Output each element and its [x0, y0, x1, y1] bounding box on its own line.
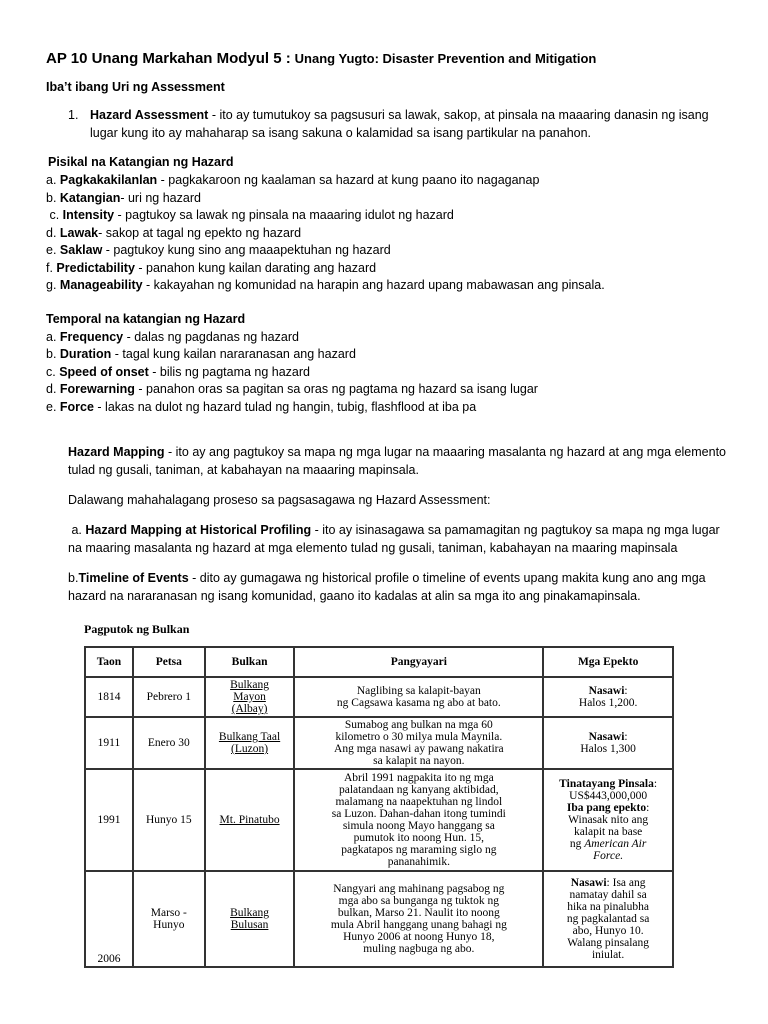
figure-title: Pagputok ng Bulkan [84, 622, 190, 636]
volcano-table-figure [84, 616, 676, 965]
hazard-mapping-line2: tulad ng gusali, taniman, at kabahayan na maaaring mapinsala. [68, 463, 419, 477]
cell-taon: 1991 [85, 769, 133, 871]
process-a-line1: a. Hazard Mapping at Historical Profiling - ito ay isinasagawa sa pamamagitan ng pagtukoy sa mapa ng mga lugar [68, 523, 720, 537]
cell-bulkan: Bulkang Bulusan [205, 871, 295, 967]
table-row [85, 871, 673, 967]
item1-number: 1. [68, 108, 79, 122]
two-process-intro: Dalawang mahahalagang proseso sa pagsasagawa ng Hazard Assessment: [68, 493, 491, 507]
cell-petsa: Hunyo 15 [133, 769, 205, 871]
physical-item: e. Saklaw - pagtukoy kung sino ang maaapektuhan ng hazard [46, 243, 391, 257]
hazard-assessment-line1 [90, 108, 709, 122]
table-row [85, 717, 673, 769]
physical-item: c. Intensity - pagtukoy sa lawak ng pinsala na maaaring idulot ng hazard [46, 208, 454, 222]
temporal-item: b. Duration - tagal kung kailan nararanasan ang hazard [46, 347, 356, 361]
physical-item: f. Predictability - panahon kung kailan darating ang hazard [46, 260, 377, 275]
physical-heading: Pisikal na Katangian ng Hazard [48, 155, 234, 169]
header-taon: Taon [85, 647, 133, 677]
cell-epekto: Nasawi: Isa ang namatay dahil sa hika na pinalubha ng pagkalantad sa abo, Hunyo 10. Walang pinsalang iniulat. [543, 871, 673, 967]
temporal-item: e. Force - lakas na dulot ng hazard tulad ng hangin, tubig, flashflood at iba pa [46, 399, 477, 414]
process-b-term: Timeline of Events [78, 571, 189, 585]
physical-item: b. Katangian- uri ng hazard [46, 190, 201, 205]
temporal-heading: Temporal na katangian ng Hazard [46, 312, 246, 326]
temporal-item: a. Frequency - dalas ng pagdanas ng hazard [46, 329, 299, 344]
cell-bulkan: Bulkang Mayon (Albay) [205, 677, 295, 717]
process-b-line2: hazard na nararanasan ng isang komunidad, gaano ito kadalas at alin sa mga ito ang pinakamapinsala. [68, 589, 641, 603]
cell-petsa: Enero 30 [133, 717, 205, 769]
cell-taon: 1911 [85, 717, 133, 769]
header-petsa: Petsa [133, 647, 205, 677]
section-heading: Iba’t ibang Uri ng Assessment [46, 80, 225, 94]
hazard-assessment-def1: - ito ay tumutukoy sa pagsusuri sa lawak, sakop, at pinsala na maaaring danasin ng isang [208, 108, 709, 122]
cell-pangyayari: Sumabog ang bulkan na mga 60 kilometro o 30 milya mula Maynila. Ang mga nasawi ay pawang nakatira sa kalapit na nayon. [294, 717, 543, 769]
temporal-item: c. Speed of onset - bilis ng pagtama ng hazard [46, 364, 311, 379]
hazard-assessment-def2: lugar kung ito ay mahaharap sa isang sakuna o kalamidad sa isang partikular na panahon. [90, 126, 592, 140]
table-row [85, 769, 673, 871]
table-header-row [85, 647, 673, 677]
process-a-term: Hazard Mapping at Historical Profiling [85, 523, 312, 537]
header-epekto: Mga Epekto [543, 647, 673, 677]
process-b-line1: b.Timeline of Events - dito ay gumagawa ng historical profile o timeline of events upang makita kung ano ang mga [68, 571, 706, 585]
volcano-table [84, 646, 674, 968]
table-row [85, 677, 673, 717]
process-a-line2: na maaring masalanta ng hazard at mga elemento tulad ng gusali, taniman, kabahayan na maaring mapinsala [68, 541, 678, 555]
page-title [46, 50, 596, 67]
header-pangyayari: Pangyayari [294, 647, 543, 677]
cell-epekto: Nasawi: Halos 1,200. [543, 677, 673, 717]
cell-bulkan: Bulkang Taal (Luzon) [205, 717, 295, 769]
hazard-mapping-term: Hazard Mapping [68, 445, 165, 459]
cell-epekto: Tinatayang Pinsala: US$443,000,000 Iba pang epekto: Winasak nito ang kalapit na base ng American Air Force. [543, 769, 673, 871]
cell-taon: 1814 [85, 677, 133, 717]
cell-pangyayari: Nangyari ang mahinang pagsabog ng mga abo sa bunganga ng tuktok ng bulkan, Marso 21. Naulit ito noong mula Abril hanggang unang bahagi ng Hunyo 2006 at noong Hunyo 18, muling nagbuga ng abo. [294, 871, 543, 967]
hazard-mapping-line1: Hazard Mapping - ito ay ang pagtukoy sa mapa ng mga lugar na maaaring masalanta ng hazard at ang mga elemento [68, 445, 727, 459]
physical-item: a. Pagkakakilanlan - pagkakaroon ng kaalaman sa hazard at kung paano ito nagaganap [46, 173, 540, 187]
cell-pangyayari: Naglibing sa kalapit-bayan ng Cagsawa kasama ng abo at bato. [294, 677, 543, 717]
hazard-assessment-term: Hazard Assessment [90, 108, 209, 122]
cell-epekto: Nasawi: Halos 1,300 [543, 717, 673, 769]
cell-taon: 2006 [85, 871, 133, 967]
header-bulkan: Bulkan [205, 647, 295, 677]
physical-item: d. Lawak- sakop at tagal ng epekto ng hazard [46, 225, 302, 240]
cell-petsa: Pebrero 1 [133, 677, 205, 717]
temporal-item: d. Forewarning - panahon oras sa pagitan sa oras ng pagtama ng hazard sa isang lugar [46, 382, 538, 396]
module-subtitle: Unang Yugto: Disaster Prevention and Mitigation [294, 51, 597, 66]
cell-pangyayari: Abril 1991 nagpakita ito ng mga palatandaan ng kanyang aktibidad, malamang na naapektuhan ng lindol sa Luzon. Dahan-dahan itong tumindi simula noong Mayo hanggang sa pumutok ito noong Hun. 15, pagkatapos ng maraming siglo ng pananahimik. [294, 769, 543, 871]
cell-bulkan: Mt. Pinatubo [205, 769, 295, 871]
cell-petsa: Marso - Hunyo [133, 871, 205, 967]
module-title: AP 10 Unang Markahan Modyul 5 : [46, 50, 291, 67]
physical-item: g. Manageability - kakayahan ng komunidad na harapin ang hazard upang mabawasan ang pinsala. [46, 278, 605, 292]
